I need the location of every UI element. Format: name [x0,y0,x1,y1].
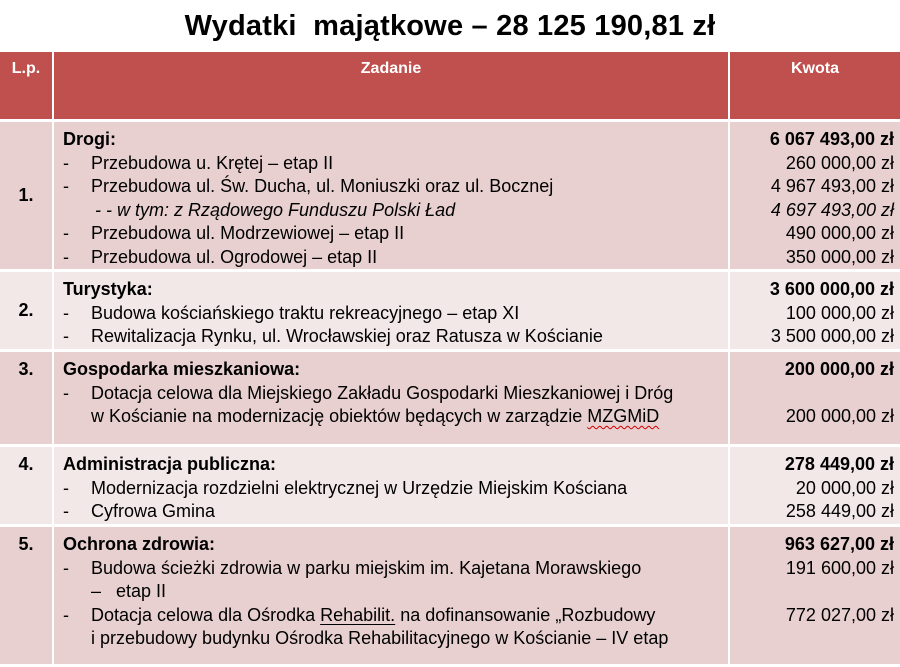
row-number: 5. [0,526,53,666]
list-item [63,604,724,628]
item-abbreviation: MZGMiD [587,406,660,426]
list-item-continuation: i przebudowy budynku Ośrodka Rehabilitacyjnego w Kościanie – IV etap [91,628,669,648]
list-item [63,222,724,246]
item-amount: 20 000,00 zł [795,477,894,498]
item-amount: 191 600,00 zł [785,557,894,578]
item-text: Budowa ścieżki zdrowia w parku miejskim im. Kajetana Morawskiego [91,557,642,578]
item-amount: 772 027,00 zł [785,604,894,625]
item-text: na dofinansowanie „Rozbudowy [400,604,656,625]
item-amount: 490 000,00 zł [785,223,894,243]
category-label: Drogi: [63,129,116,149]
table-row [0,271,900,351]
list-item [63,175,724,199]
item-text: Modernizacja rozdzielni elektrycznej w Urzędzie Miejskim Kościana [91,477,628,498]
item-amount: 4 697 493,00 zł [770,199,894,220]
bullet-dash: - [63,604,69,625]
row-number: 3. [0,351,53,446]
category-label: Administracja publiczna: [63,454,277,474]
category-total: 200 000,00 zł [784,359,894,379]
category-label: Ochrona zdrowia: [63,534,216,554]
item-text: Cyfrowa Gmina [91,501,216,521]
bullet-dash: - [63,557,69,578]
expenditure-table [0,52,900,667]
item-text: Rewitalizacja Rynku, ul. Wrocławskiej oraz Ratusza w Kościanie [91,326,603,346]
list-item [63,246,724,270]
header-lp: L.p. [0,52,53,121]
item-amount: 3 500 000,00 zł [770,326,894,346]
list-item [63,302,724,326]
category-total: 6 067 493,00 zł [769,129,894,149]
category-label: Gospodarka mieszkaniowa: [63,359,301,379]
item-amount: 258 449,00 zł [785,501,894,521]
table-row [0,351,900,446]
bullet-dash: - [63,477,69,498]
list-item [63,382,724,406]
item-text: Przebudowa ul. Modrzewiowej – etap II [91,223,405,243]
table-row [0,446,900,526]
list-item [63,477,724,501]
category-total: 963 627,00 zł [784,534,894,554]
task-cell [53,121,729,271]
task-cell [53,526,729,666]
row-number: 1. [0,121,53,271]
bullet-dash: - [63,246,69,267]
item-amount: 200 000,00 zł [785,406,894,426]
item-text: Przebudowa u. Krętej – etap II [91,152,334,173]
list-item [63,557,724,581]
header-amount: Kwota [729,52,900,121]
bullet-dash: - [63,302,69,323]
item-text: Budowa kościańskiego traktu rekreacyjnego – etap XI [91,302,520,323]
table-row [0,121,900,271]
list-item-continuation: – etap II [91,581,167,601]
item-text: w Kościanie na modernizację obiektów będących w zarządzie [91,406,583,426]
amount-cell [729,526,900,666]
category-total: 278 449,00 zł [784,454,894,474]
list-item [63,500,724,524]
bullet-dash: - [63,223,69,243]
row-number: 4. [0,446,53,526]
bullet-dash: - [63,501,69,521]
table-header-row [0,52,900,121]
item-text: Przebudowa ul. Św. Ducha, ul. Moniuszki oraz ul. Bocznej [91,176,554,196]
header-task: Zadanie [53,52,729,121]
table-row [0,526,900,666]
task-cell [53,271,729,351]
bullet-dash: - [63,176,69,196]
item-text: Dotacja celowa dla Ośrodka [91,604,316,625]
list-item [63,325,724,349]
sub-item: - - w tym: z Rządowego Funduszu Polski Ład [95,199,456,220]
item-amount: 260 000,00 zł [785,152,894,173]
bullet-dash: - [63,152,69,173]
item-abbreviation: Rehabilit. [320,604,396,625]
category-label: Turystyka: [63,279,153,299]
bullet-dash: - [63,382,69,403]
task-cell [53,351,729,446]
list-item [63,152,724,176]
amount-cell [729,446,900,526]
item-amount: 100 000,00 zł [785,302,894,323]
list-item-continuation [63,405,724,429]
amount-cell [729,121,900,271]
item-amount: 350 000,00 zł [785,246,894,267]
page-title: Wydatki majątkowe – 28 125 190,81 zł [184,9,716,42]
item-text: Dotacja celowa dla Miejskiego Zakładu Gospodarki Mieszkaniowej i Dróg [91,382,674,403]
row-number: 2. [0,271,53,351]
amount-cell [729,351,900,446]
task-cell [53,446,729,526]
amount-cell [729,271,900,351]
bullet-dash: - [63,326,69,346]
item-amount: 4 967 493,00 zł [770,176,894,196]
item-text: Przebudowa ul. Ogrodowej – etap II [91,246,378,267]
category-total: 3 600 000,00 zł [769,279,894,299]
